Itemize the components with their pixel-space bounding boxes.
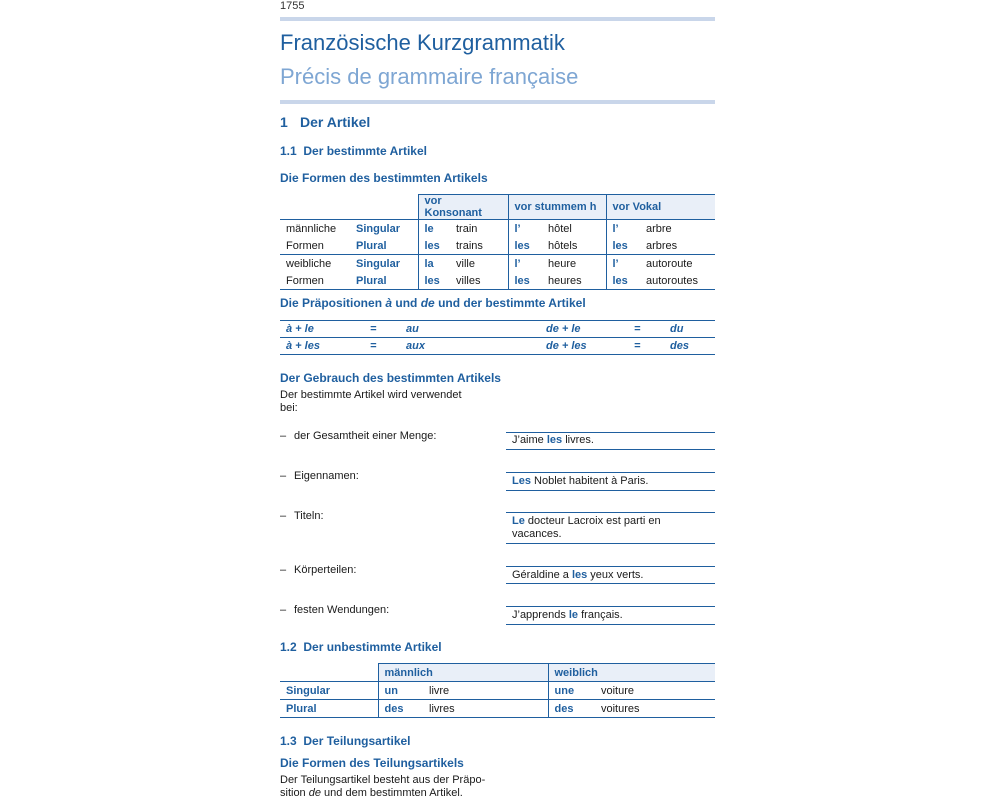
- number-label: Singular: [356, 222, 401, 235]
- noun: voiture: [595, 682, 715, 700]
- section-number: 1.1: [280, 144, 297, 158]
- gender-label: Formen: [280, 272, 350, 290]
- number-label: Singular: [280, 682, 378, 700]
- noun: arbres: [640, 237, 715, 255]
- example-article: les: [571, 569, 588, 581]
- contraction-left: de + le: [540, 321, 628, 338]
- example-rule: [506, 432, 715, 433]
- table-row: [280, 220, 715, 238]
- example-rule: [506, 512, 715, 513]
- table-row: [280, 272, 715, 290]
- example-article: Le: [512, 515, 525, 527]
- example-text: Géraldine a: [512, 569, 572, 581]
- section-title: Der unbestimmte Artikel: [303, 640, 442, 654]
- article: une: [548, 682, 595, 700]
- example-rule: [506, 543, 715, 544]
- table-row: [280, 338, 715, 355]
- noun: heure: [548, 257, 577, 270]
- article: les: [418, 272, 450, 290]
- example-rule: [506, 606, 715, 607]
- usage-dash: –: [280, 604, 287, 616]
- noun: train: [456, 222, 478, 235]
- noun: livres: [423, 700, 548, 718]
- page-title-german: Französische Kurzgrammatik: [280, 30, 565, 55]
- article: les: [606, 237, 640, 255]
- equals-sign: =: [364, 321, 400, 338]
- article: des: [548, 700, 595, 718]
- example-article: Les: [512, 475, 531, 487]
- usage-example: [512, 609, 712, 622]
- number-label: Plural: [350, 272, 418, 290]
- noun: trains: [450, 237, 508, 255]
- example-rule: [506, 624, 715, 625]
- article: l’: [606, 220, 640, 238]
- equals-sign: =: [364, 338, 400, 355]
- section-number: 1.3: [280, 734, 297, 748]
- indefinite-article-table: [280, 663, 715, 718]
- section-1-1-heading: [280, 144, 427, 158]
- usage-heading: Der Gebrauch des bestimmten Artikels: [280, 371, 501, 385]
- example-text: yeux verts.: [587, 569, 644, 581]
- contraction-left: de + les: [540, 338, 628, 355]
- column-header: vor Vokal: [606, 195, 715, 220]
- section-title: Der Teilungsartikel: [303, 734, 411, 748]
- usage-intro: Der bestimmte Artikel wird verwendet bei:: [280, 389, 462, 414]
- usage-example: [512, 434, 712, 447]
- usage-label: der Gesamtheit einer Menge:: [294, 430, 437, 442]
- article: un: [378, 682, 423, 700]
- text-line: [280, 787, 520, 800]
- table-header-row: [280, 195, 715, 220]
- noun: arbre: [646, 222, 672, 235]
- article: l’: [508, 220, 542, 238]
- usage-dash: –: [280, 564, 287, 576]
- usage-example: [512, 515, 682, 541]
- example-text: J’apprends: [512, 609, 569, 621]
- contraction-result: aux: [400, 338, 540, 355]
- example-rule: [506, 472, 715, 473]
- usage-dash: –: [280, 510, 287, 522]
- number-label: Plural: [280, 700, 378, 718]
- usage-dash: –: [280, 470, 287, 482]
- heading-text: Die Präpositionen: [280, 296, 386, 310]
- partitive-heading: Die Formen des Teilungsartikels: [280, 756, 464, 770]
- table-row: [280, 237, 715, 255]
- contraction-result: du: [664, 321, 715, 338]
- usage-dash: –: [280, 430, 287, 442]
- article: l’: [508, 255, 542, 273]
- equals-sign: =: [628, 338, 664, 355]
- example-rule: [506, 449, 715, 450]
- noun: heures: [542, 272, 606, 290]
- noun: hôtels: [542, 237, 606, 255]
- text-span: und dem bestimmten Artikel.: [321, 787, 463, 799]
- table-header-row: [280, 664, 715, 682]
- page-number: 1755: [280, 0, 305, 12]
- noun: hôtel: [548, 222, 572, 235]
- example-text: docteur Lacroix est parti en vacances.: [512, 515, 661, 540]
- article: le: [418, 220, 450, 238]
- section-1-3-heading: [280, 734, 411, 748]
- table-row: [280, 682, 715, 700]
- column-header: vor Konsonant: [418, 195, 508, 220]
- article: l’: [606, 255, 640, 273]
- usage-example: [512, 569, 712, 582]
- definite-article-table: [280, 194, 715, 290]
- example-text: J’aime: [512, 434, 547, 446]
- usage-label: festen Wendungen:: [294, 604, 390, 616]
- noun: autoroutes: [640, 272, 715, 290]
- noun: villes: [450, 272, 508, 290]
- example-rule: [506, 490, 715, 491]
- section-number: 1.2: [280, 640, 297, 654]
- table-row: [280, 321, 715, 338]
- italic-span: de: [308, 787, 321, 799]
- example-text: français.: [578, 609, 623, 621]
- heading-italic: de: [420, 296, 435, 310]
- contraction-result: au: [400, 321, 540, 338]
- noun: autoroute: [646, 257, 693, 270]
- table-row: [280, 255, 715, 273]
- section-1-2-heading: [280, 640, 442, 654]
- example-rule: [506, 583, 715, 584]
- heading-text: und: [392, 296, 421, 310]
- contraction-left: à + le: [280, 321, 364, 338]
- prepositions-heading: [280, 296, 586, 310]
- usage-label: Eigennamen:: [294, 470, 359, 482]
- example-text: Noblet habitent à Paris.: [530, 475, 649, 487]
- gender-label: weibliche: [286, 257, 332, 270]
- contraction-left: à + les: [280, 338, 364, 355]
- example-article: le: [568, 609, 579, 621]
- section-1-heading: [280, 114, 370, 130]
- column-header: vor stummem h: [508, 195, 606, 220]
- example-article: les: [546, 434, 563, 446]
- text-line: Der Teilungsartikel besteht aus der Präpo-: [280, 774, 486, 786]
- partitive-text: [280, 774, 520, 800]
- heading-italic: à: [385, 296, 393, 310]
- article: la: [418, 255, 450, 273]
- page-title-french: Précis de grammaire française: [280, 64, 579, 89]
- article: les: [508, 272, 542, 290]
- prepositions-table: [280, 320, 715, 355]
- article: les: [508, 237, 542, 255]
- section-number: 1: [280, 114, 288, 130]
- section-title: Der Artikel: [300, 114, 371, 130]
- column-header: weiblich: [548, 664, 715, 682]
- gender-label: Formen: [280, 237, 350, 255]
- number-label: Singular: [356, 257, 401, 270]
- contraction-result: des: [664, 338, 715, 355]
- top-rule: [280, 17, 715, 21]
- number-label: Plural: [350, 237, 418, 255]
- text-span: sition: [280, 787, 309, 799]
- title-rule: [280, 100, 715, 104]
- article: les: [418, 237, 450, 255]
- heading-text: und der bestimmte Artikel: [434, 296, 586, 310]
- equals-sign: =: [628, 321, 664, 338]
- usage-example: [512, 475, 712, 488]
- article: les: [606, 272, 640, 290]
- example-text: livres.: [562, 434, 594, 446]
- noun: voitures: [595, 700, 715, 718]
- column-header: männlich: [378, 664, 548, 682]
- gender-label: männliche: [286, 222, 337, 235]
- usage-label: Körperteilen:: [294, 564, 357, 576]
- noun: livre: [423, 682, 548, 700]
- article: des: [378, 700, 423, 718]
- section-title: Der bestimmte Artikel: [303, 144, 427, 158]
- forms-heading: Die Formen des bestimmten Artikels: [280, 171, 488, 185]
- table-row: [280, 700, 715, 718]
- noun: ville: [456, 257, 475, 270]
- example-rule: [506, 566, 715, 567]
- usage-label: Titeln:: [294, 510, 324, 522]
